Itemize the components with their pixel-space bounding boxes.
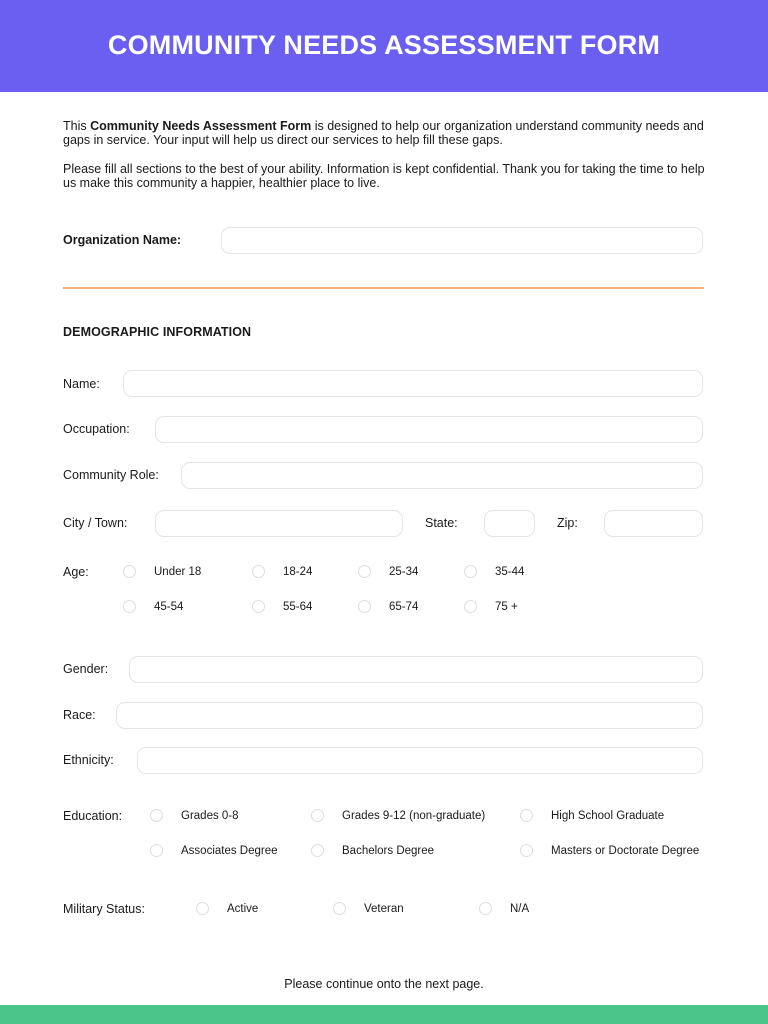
military-radio-veteran[interactable] <box>333 902 346 915</box>
education-radio-grades-0-8[interactable] <box>150 809 163 822</box>
age-option-label: 65-74 <box>389 601 419 613</box>
education-label: Education: <box>63 809 123 823</box>
age-option-label: 55-64 <box>283 601 313 613</box>
ethnicity-field[interactable] <box>137 747 703 774</box>
military-option-label: Active <box>227 903 259 915</box>
military-option-label: Veteran <box>364 903 404 915</box>
section-title-demographic: DEMOGRAPHIC INFORMATION <box>63 325 252 339</box>
age-radio-75-plus[interactable] <box>464 600 477 613</box>
form-title: COMMUNITY NEEDS ASSESSMENT FORM <box>107 30 661 60</box>
education-option-label: High School Graduate <box>551 810 665 822</box>
education-radio-grades-9-12[interactable] <box>311 809 324 822</box>
community-role-field[interactable] <box>181 462 703 489</box>
continue-note: Please continue onto the next page. <box>284 977 484 991</box>
city-town-field[interactable] <box>155 510 403 537</box>
name-label: Name: <box>63 377 100 391</box>
state-field[interactable] <box>484 510 535 537</box>
military-radio-active[interactable] <box>196 902 209 915</box>
education-option-label: Grades 0-8 <box>181 810 239 822</box>
education-radio-high-school[interactable] <box>520 809 533 822</box>
education-option-label: Masters or Doctorate Degree <box>551 845 700 857</box>
section-divider <box>63 287 704 289</box>
age-option-label: Under 18 <box>154 566 202 578</box>
race-label: Race: <box>63 708 96 722</box>
age-radio-45-54[interactable] <box>123 600 136 613</box>
occupation-label: Occupation: <box>63 422 130 436</box>
age-radio-65-74[interactable] <box>358 600 371 613</box>
military-radio-na[interactable] <box>479 902 492 915</box>
education-radio-bachelors[interactable] <box>311 844 324 857</box>
intro-form-name: Community Needs Assessment Form <box>90 119 312 133</box>
education-option-label: Grades 9-12 (non-graduate) <box>342 810 486 822</box>
age-option-label: 45-54 <box>154 601 184 613</box>
age-radio-35-44[interactable] <box>464 565 477 578</box>
intro-paragraph-1 <box>63 119 708 147</box>
organization-name-label: Organization Name: <box>63 233 182 247</box>
age-radio-25-34[interactable] <box>358 565 371 578</box>
gender-label: Gender: <box>63 662 109 676</box>
city-town-label: City / Town: <box>63 516 128 530</box>
ethnicity-label: Ethnicity: <box>63 753 114 767</box>
age-option-label: 18-24 <box>283 566 313 578</box>
education-radio-masters-doctorate[interactable] <box>520 844 533 857</box>
zip-field[interactable] <box>604 510 703 537</box>
education-radio-associates[interactable] <box>150 844 163 857</box>
education-option-label: Bachelors Degree <box>342 845 435 857</box>
intro-paragraph-2: Please fill all sections to the best of your ability. Information is kept confidential. Thank you for taking the time to help us make this community a happier, healthier place to live. <box>63 162 705 190</box>
age-option-label: 25-34 <box>389 566 419 578</box>
education-option-label: Associates Degree <box>181 845 278 857</box>
intro-text: is designed to help our organization understand community needs and gaps in service. Your input will help us direct our services to help fill these gaps. <box>63 119 704 147</box>
occupation-field[interactable] <box>155 416 703 443</box>
header-banner <box>0 0 768 92</box>
gender-field[interactable] <box>129 656 703 683</box>
zip-label: Zip: <box>557 516 578 530</box>
age-radio-18-24[interactable] <box>252 565 265 578</box>
race-field[interactable] <box>116 702 703 729</box>
state-label: State: <box>425 516 458 530</box>
community-role-label: Community Role: <box>63 468 159 482</box>
age-option-label: 75 + <box>495 601 518 613</box>
military-option-label: N/A <box>510 903 530 915</box>
age-label: Age: <box>63 565 89 579</box>
name-field[interactable] <box>123 370 703 397</box>
age-option-label: 35-44 <box>495 566 525 578</box>
organization-name-field[interactable] <box>221 227 703 254</box>
age-radio-55-64[interactable] <box>252 600 265 613</box>
footer-bar <box>0 1005 768 1024</box>
military-status-label: Military Status: <box>63 902 145 916</box>
intro-text: This <box>63 119 91 133</box>
age-radio-under-18[interactable] <box>123 565 136 578</box>
